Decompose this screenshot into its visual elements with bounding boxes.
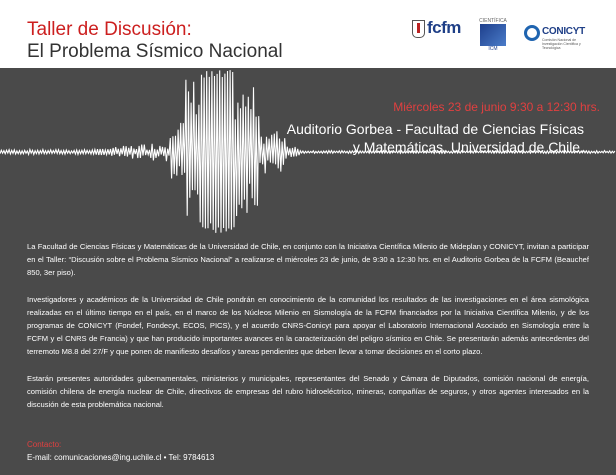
contact-label: Contacto:	[27, 440, 62, 449]
milenio-logo	[478, 18, 508, 50]
event-venue-line-1: Auditorio Gorbea - Facultad de Ciencias Físicas	[286, 121, 584, 137]
milenio-logo-caption: CIENTÍFICA	[479, 18, 507, 24]
contact-details: E-mail: comunicaciones@ing.uchile.cl • Tel: 9784613	[27, 453, 215, 462]
event-venue-line-2: y Matemáticas, Universidad de Chile.	[352, 139, 584, 155]
paragraph-attendees: Estarán presentes autoridades gubernamentales, ministerios y municipales, representantes del Senado y Cámara de Diputados, comisión nacional de energía, comisión chilena de energía nuclear de Chile, directivos de empresas del rubro hidroeléctrico, mineras, compañías de seguros, y otros agentes interesados en la discusión de esta problemática nacional.	[27, 374, 589, 409]
title-line-1: Taller de Discusión:	[27, 19, 192, 40]
paragraph-research: Investigadores y académicos de la Universidad de Chile pondrán en conocimiento de la comunidad los resultados de las investigaciones en el área sismológica realizadas en el último tiempo en el país, en el marco de los Núcleos Milenio en Sismología de la FCFM financiados por la Iniciativa Científica Milenio, y de los programas de CONICYT (Fondef, Fondecyt, ECOS, PICS), y el acuerdo CNRS-Conicyt para apoyar el Laboratorio Internacional Asociado en Sismología entre la FCFM y el CNRS de Francia) y que han producido importantes avances en la caracterización del peligro sísmico en Chile. Se presentarán además antecedentes del terremoto M8.8 del 27/F y que ponen de manifiesto desafíos y tareas pendientes que deben llevar a tomar decisiones en el corto plazo.	[27, 295, 589, 356]
fcfm-logo-text: fcfm	[427, 18, 461, 37]
header-band	[0, 0, 616, 68]
milenio-logo-sub: ICM	[488, 46, 498, 52]
conicyt-ring-icon	[524, 25, 540, 41]
title-line-2: El Problema Sísmico Nacional	[27, 41, 283, 62]
seismogram-graphic	[0, 68, 616, 243]
conicyt-logo-text: CONICYT	[542, 26, 585, 37]
event-date: Miércoles 23 de junio 9:30 a 12:30 hrs.	[393, 100, 600, 114]
conicyt-logo	[524, 25, 594, 50]
fcfm-logo	[412, 20, 462, 44]
paragraph-intro: La Facultad de Ciencias Físicas y Matemáticas de la Universidad de Chile, en conjunto con la Iniciativa Científica Milenio de Mideplan y CONICYT, invitan a participar en el Taller: “Discusión sobre el Problema Sísmico Nacional” a realizarse el miércoles 23 de junio, de 9:30 a 12:30 hrs. en el Auditorio Gorbea de la FCFM (Beauchef 850, 3er piso).	[27, 242, 589, 277]
milenio-logo-icon	[480, 24, 506, 46]
university-crest-icon	[412, 20, 425, 38]
conicyt-logo-sub: Comisión Nacional de Investigación Científica y Tecnológica	[542, 38, 581, 50]
body-text	[27, 240, 589, 425]
